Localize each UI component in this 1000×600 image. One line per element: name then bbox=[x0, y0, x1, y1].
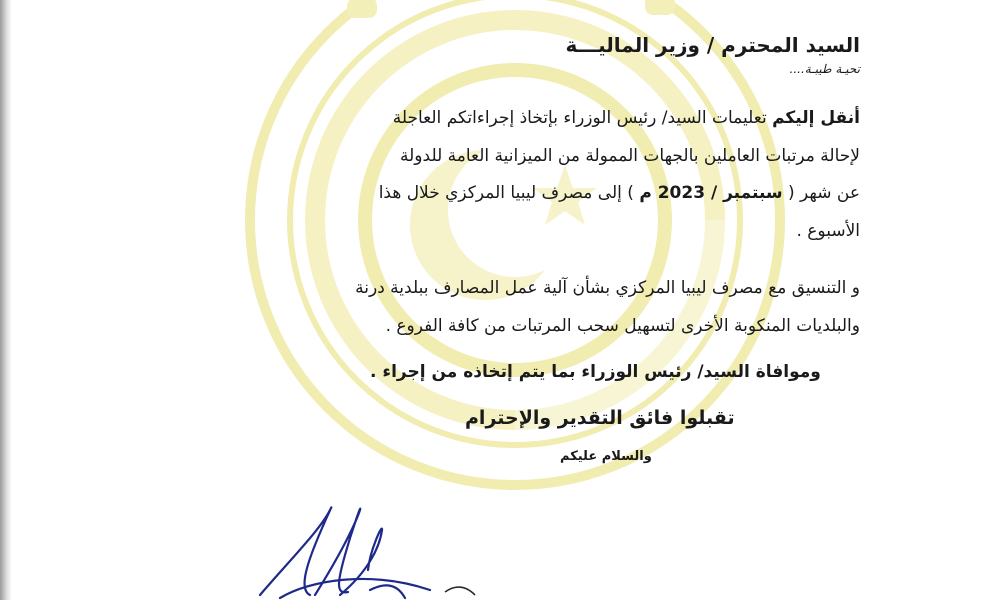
paragraph-line bbox=[170, 100, 860, 138]
salutation: السيد المحترم / وزير الماليـــة bbox=[565, 33, 860, 57]
lead-phrase: أنقل إليكم bbox=[772, 108, 860, 128]
salary-month: سبتمبر / 2023 م bbox=[639, 183, 783, 203]
letter-body bbox=[140, 30, 860, 469]
paragraph-line: و التنسيق مع مصرف ليبيا المركزي بشأن آلية عمل المصارف ببلدية درنة bbox=[355, 278, 860, 298]
greeting: تحيـة طيبـة.... bbox=[789, 62, 860, 76]
line-text: عن شهر ( bbox=[788, 183, 860, 203]
closing-regards: تقبلوا فائق التقدير والإحترام bbox=[465, 407, 735, 429]
approval-line: وموافاة السيد/ رئيس الوزراء بما يتم إتخاذه من إجراء . bbox=[370, 362, 821, 382]
paragraph-line: والبلديات المنكوبة الأخرى لتسهيل سحب المرتبات من كافة الفروع . bbox=[385, 315, 860, 336]
paragraph-line: الأسبوع . bbox=[796, 220, 860, 241]
paragraph-line bbox=[170, 175, 860, 213]
paragraph-coordination bbox=[170, 270, 860, 345]
scan-edge-shadow bbox=[0, 0, 12, 600]
signature-icon bbox=[220, 500, 520, 600]
paragraph-instructions bbox=[170, 100, 860, 250]
closing-peace: والسلام عليكم bbox=[560, 449, 652, 464]
paragraph-line: لإحالة مرتبات العاملين بالجهات الممولة من الميزانية العامة للدولة bbox=[400, 145, 860, 166]
line-text: تعليمات السيد/ رئيس الوزراء بإتخاذ إجراءاتكم العاجلة bbox=[392, 108, 773, 128]
line-text: ) إلى مصرف ليبيا المركزي خلال هذا bbox=[378, 183, 634, 203]
